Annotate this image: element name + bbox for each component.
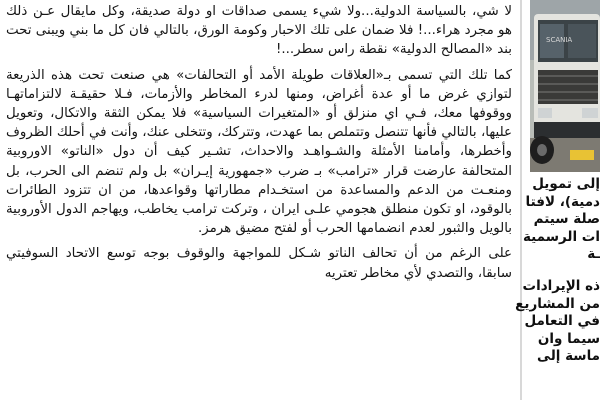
sidebar-line: دمية)، لافتا bbox=[525, 193, 600, 210]
sidebar-line: من المشاريع bbox=[515, 295, 600, 312]
sidebar-line: ـة bbox=[587, 246, 600, 263]
sidebar-line: صلة سيتم bbox=[533, 211, 600, 228]
sidebar-spacer bbox=[516, 264, 600, 278]
article-paragraph: لا شي، بالسياسة الدولية...ولا شيء يسمى صداقات او دولة صديقة، وكل مايقال عـن ذلك هو مجرد هراء...! فلا ضمان على تلك الاحبار وكومة الورق، بالتالي فان كل ما بني ويبنى تحت بند «المصالح الدولية» نقطة راس سطر...! bbox=[6, 4, 512, 58]
sidebar-line: سيما وان bbox=[537, 330, 600, 347]
truck-photo bbox=[530, 0, 600, 172]
sidebar-text bbox=[516, 176, 600, 366]
sidebar-line: إلى تمويل bbox=[532, 176, 600, 192]
sidebar-line: ذه الإيرادات bbox=[522, 277, 600, 294]
sidebar-line: في التعامل bbox=[524, 313, 600, 330]
sidebar-line: ات الرسمية bbox=[522, 228, 600, 245]
truck-brand-text: SCANIA bbox=[546, 36, 573, 44]
article-paragraph: على الرغم من أن تحالف الناتو شـكل للمواجهة والوقوف بوجه توسع الاتحاد السوفيتي سابقا، والتصدي لأي مخاطر تعتريه bbox=[6, 246, 512, 281]
sidebar-line: ماسة إلى bbox=[537, 348, 600, 365]
article-paragraph: كما تلك التي تسمى بـ«العلاقات طويلة الأمد أو التحالفات» هي صنعت تحت هذه الذريعة لتوازي غرض ما أو عدة أغراض، ومنها لدرء المخاطر والأزمات، فـلا حقيقـة لالتزاماتهـا ووقوفها معك، فـي اي منزلق أو «المتغيرات السياسية» فلا يمكن الثقة والاتكال، وتعويل عليها، بالتالي فأنها تتنصل وتتملص بما عهدت، وتتركك، وتتخلى عنك، وأنت في أحلك الظروف وأخطرها، وأمامنا الأمثلة والشـواهـد والاحداث، تشـير كيف أن دول «الناتو» الاوروبية المتحالفة عارضت قرار «ترامب» بـ ضرب «جمهورية إيـران» بل ولم تنضم الى الحرب، بل ومنعـت من الدعم والمساعدة من استخـدام مطاراتها وقواعدها، من ان تتزود الطائرات بالوقود، او تكون منطلق هجومي علـى ايران ، وتركت ترامب يخاطب، ويهاجم الدول الأوروبية بالويل والثبور لعدم انضمامها الحرب أو لفتح مضيق هرمز. bbox=[6, 67, 512, 237]
sidebar-column bbox=[515, 0, 600, 400]
truck-illustration bbox=[530, 0, 600, 172]
